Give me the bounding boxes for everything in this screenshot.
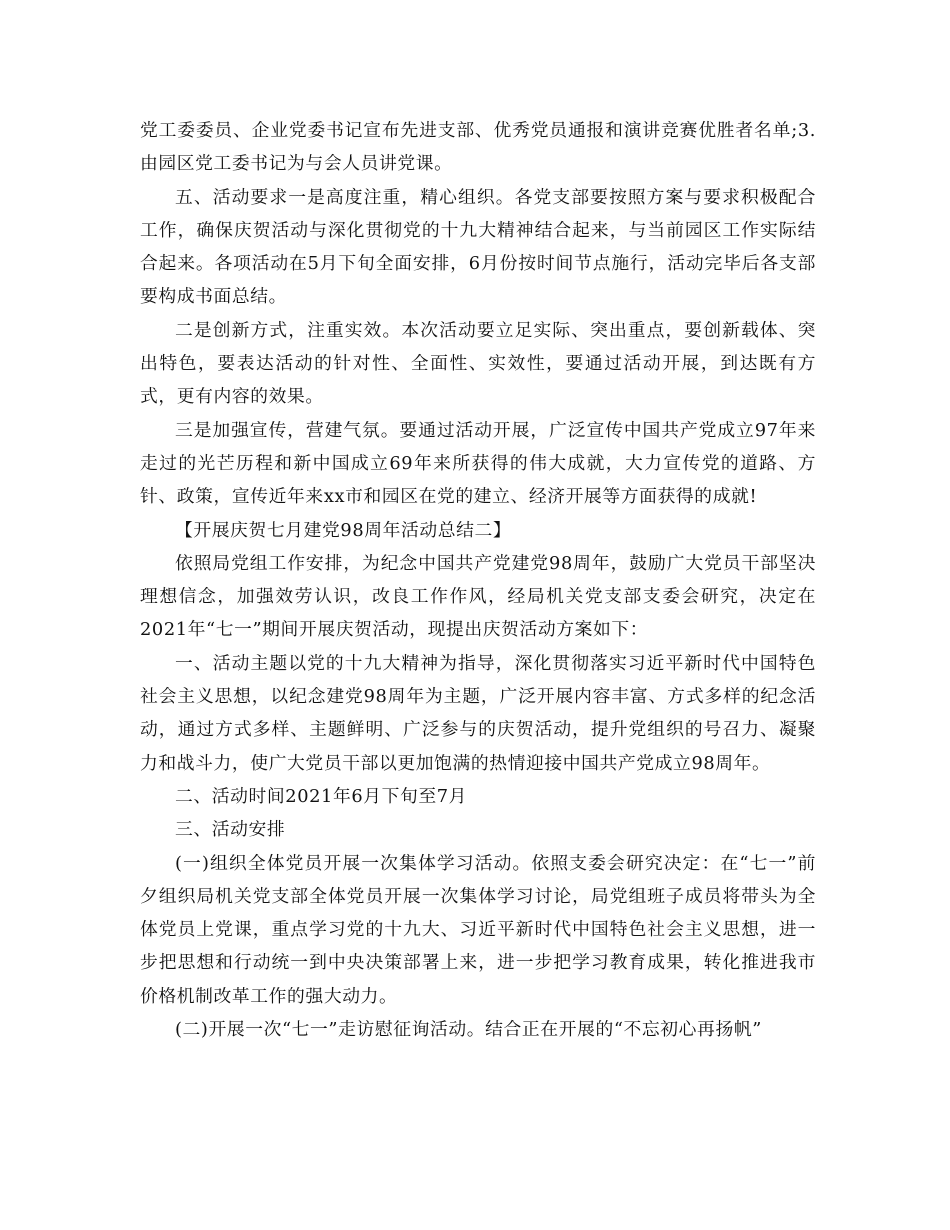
document-page	[140, 114, 816, 1046]
paragraph-arrangement-title: 三、活动安排	[175, 819, 286, 841]
paragraph-time: 二、活动时间2021年6月下旬至7月	[175, 785, 468, 807]
paragraph-innovation: 二是创新方式，注重实效。本次活动要立足实际、突出重点，要创新载体、突出特色，要表达活动的针对性、全面性、实效性，要通过活动开展，到达既有方式，更有内容的效果。	[140, 319, 816, 408]
paragraph-publicity: 三是加强宣传，营建气氛。要通过活动开展，广泛宣传中国共产党成立97年来走过的光芒历程和新中国成立69年来所获得的伟大成就，大力宣传党的道路、方针、政策，宣传近年来xx市和园区在党的建立、经济开展等方面获得的成就!	[140, 419, 816, 508]
paragraph-study-activity: (一)组织全体党员开展一次集体学习活动。依照支委会研究决定：在“七一”前夕组织局机关党支部全体党员开展一次集体学习讨论，局党组班子成员将带头为全体党员上党课，重点学习党的十九大、习近平新时代中国特色社会主义思想，进一步把思想和行动统一到中央决策部署上来，进一步把学习教育成果，转化推进我市价格机制改革工作的强大动力。	[140, 852, 816, 1007]
paragraph-continuation: 党工委委员、企业党委书记宣布先进支部、优秀党员通报和演讲竞赛优胜者名单;3.由园区党工委书记为与会人员讲党课。	[140, 120, 816, 175]
paragraph-theme: 一、活动主题以党的十九大精神为指导，深化贯彻落实习近平新时代中国特色社会主义思想，以纪念建党98周年为主题，广泛开展内容丰富、方式多样的纪念活动，通过方式多样、主题鲜明、广泛参与的庆贺活动，提升党组织的号召力、凝聚力和战斗力，使广大党员干部以更加饱满的热情迎接中国共产党成立98周年。	[140, 652, 816, 774]
paragraph-activity-requirements: 五、活动要求一是高度注重，精心组织。各党支部要按照方案与要求积极配合工作，确保庆贺活动与深化贯彻党的十九大精神结合起来，与当前园区工作实际结合起来。各项活动在5月下旬全面安排，6月份按时间节点施行，活动完毕后各支部要构成书面总结。	[140, 186, 816, 308]
section-heading: 【开展庆贺七月建党98周年活动总结二】	[175, 519, 512, 541]
paragraph-intro: 依照局党组工作安排，为纪念中国共产党建党98周年，鼓励广大党员干部坚决理想信念，加强效劳认识，改良工作作风，经局机关党支部支委会研究，决定在2021年“七一”期间开展庆贺活动，现提出庆贺活动方案如下：	[140, 552, 816, 641]
paragraph-visit-activity: (二)开展一次“七一”走访慰征询活动。结合正在开展的“不忘初心再扬帆”	[175, 1019, 762, 1041]
